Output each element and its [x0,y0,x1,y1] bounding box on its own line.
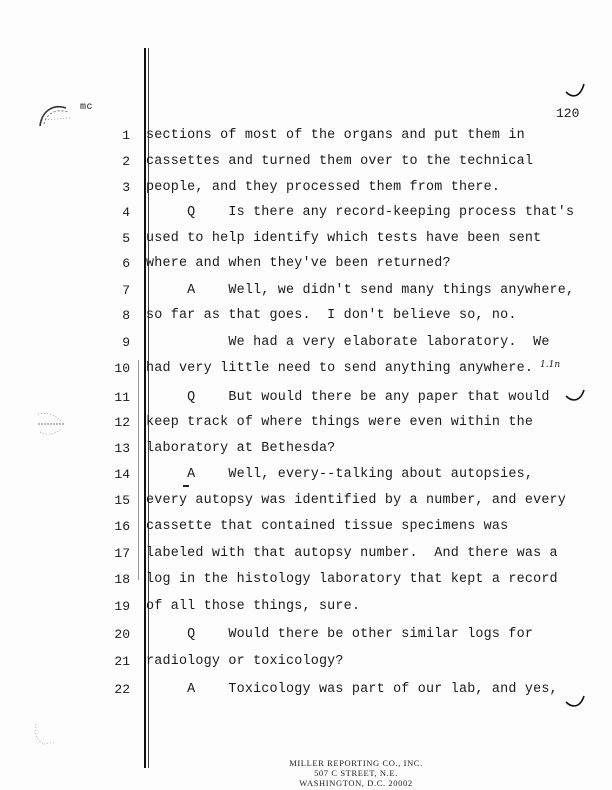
transcript-line [0,415,612,435]
line-text: We had a very elaborate laboratory. We [146,335,550,350]
line-number: 14 [114,467,130,482]
transcript-line [0,390,612,410]
line-text: where and when they've been returned? [146,256,451,271]
transcript-line [0,154,612,174]
line-text: keep track of where things were even within the [146,415,534,430]
line-number: 9 [122,335,130,350]
line-text: A Well, every--talking about autopsies, [146,467,534,482]
line-text: Q But would there be any paper that would [146,390,550,405]
reporter-initials: mc [80,102,94,113]
hole-punch-mark-icon [30,722,64,750]
transcript-line [0,572,612,592]
transcript-line [0,335,612,355]
transcript-line [0,654,612,674]
footer-company: MILLER REPORTING CO., INC. [289,758,423,768]
line-number: 8 [122,308,130,323]
transcript-line [0,682,612,702]
line-number: 16 [114,519,130,534]
pen-mark-icon [182,483,190,489]
tick-mark-icon [564,82,588,100]
line-number: 5 [122,231,130,246]
transcript-line [0,441,612,461]
transcript-line [0,519,612,539]
line-text: had very little need to send anything anywhere. [146,361,534,376]
line-text: Q Is there any record-keeping process that's [146,205,575,220]
line-text: laboratory at Bethesda? [146,441,336,456]
line-number: 21 [114,654,130,669]
line-number: 1 [122,128,130,143]
line-number: 13 [114,441,130,456]
transcript-line [0,180,612,200]
footer-city: WASHINGTON, D.C. 20002 [299,778,413,788]
transcript-line [0,256,612,276]
transcript-line [0,283,612,303]
transcript-line [0,128,612,148]
line-number: 17 [114,546,130,561]
line-number: 12 [114,415,130,430]
line-number: 6 [122,256,130,271]
line-number: 22 [114,682,130,697]
transcript-line [0,308,612,328]
line-text: used to help identify which tests have been sent [146,231,542,246]
line-text: labeled with that autopsy number. And there was a [146,546,558,561]
line-text: radiology or toxicology? [146,654,344,669]
line-text: people, and they processed them from there. [146,180,501,195]
line-number: 19 [114,599,130,614]
line-text: A Well, we didn't send many things anywhere, [146,283,575,298]
transcript-line [0,361,612,381]
line-text: so far as that goes. I don't believe so, no. [146,308,517,323]
line-number: 11 [114,390,130,405]
line-number: 15 [114,493,130,508]
line-text: log in the histology laboratory that kept a record [146,572,558,587]
line-number: 7 [122,283,130,298]
transcript-line [0,231,612,251]
line-number: 18 [114,572,130,587]
transcript-line [0,493,612,513]
line-text: A Toxicology was part of our lab, and yes, [146,682,558,697]
handwritten-annotation: 1.1n [540,360,561,370]
transcript-line [0,467,612,487]
line-number: 2 [122,154,130,169]
line-number: 10 [114,361,130,376]
line-text: every autopsy was identified by a number, and every [146,493,567,508]
line-number: 4 [122,205,130,220]
reporter-footer [0,758,612,788]
transcript-line [0,627,612,647]
footer-street: 507 C STREET, N.E. [314,768,398,778]
line-text: of all those things, sure. [146,599,361,614]
line-text: cassette that contained tissue specimens was [146,519,509,534]
transcript-line [0,599,612,619]
line-number: 3 [122,180,130,195]
line-text: sections of most of the organs and put them in [146,128,525,143]
line-number: 20 [114,627,130,642]
line-text: Q Would there be other similar logs for [146,627,534,642]
transcript-line [0,205,612,225]
line-text: cassettes and turned them over to the technical [146,154,534,169]
transcript-line [0,546,612,566]
page-number: 120 [556,106,580,121]
